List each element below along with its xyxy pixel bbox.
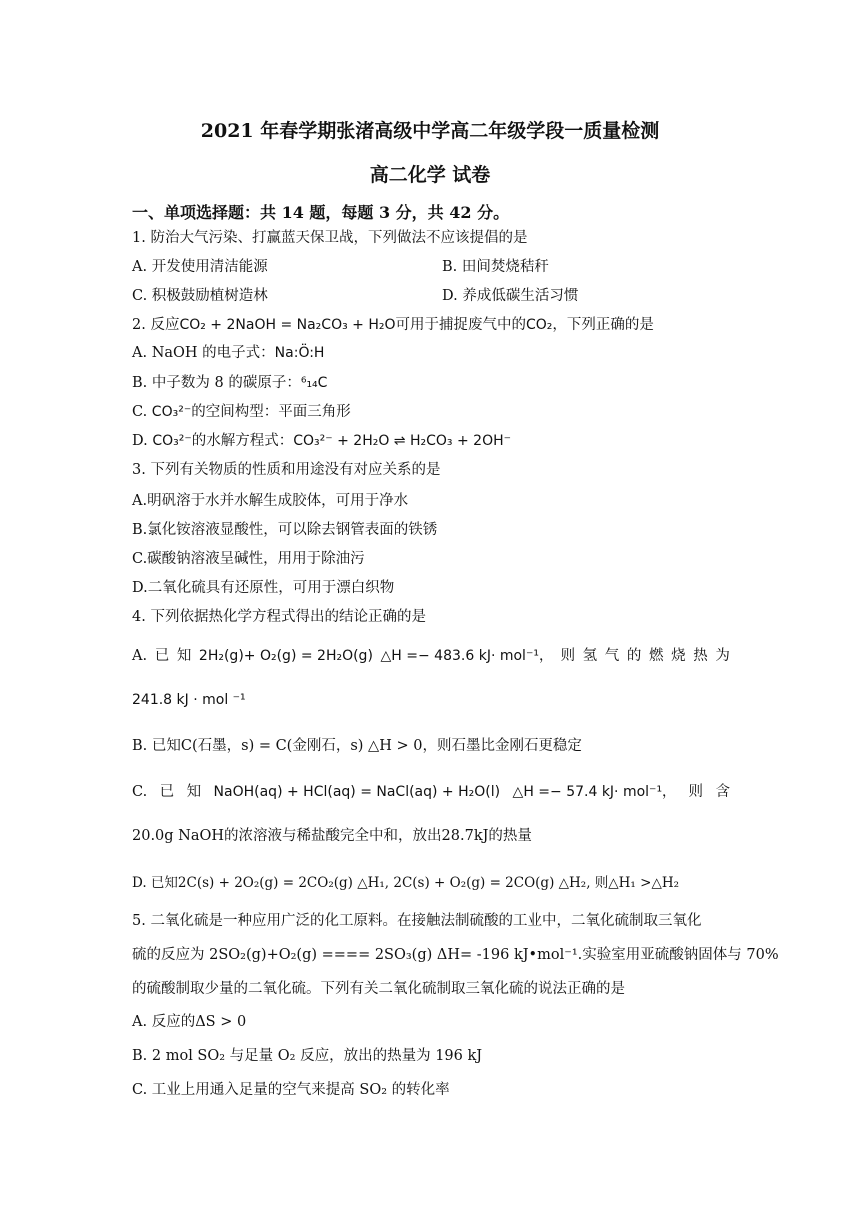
q2-option-b [132,373,327,393]
hydrolysis-equation: CO₃²⁻ + 2H₂O ⇌ H₂CO₃ + 2OH⁻ [293,433,512,449]
q2-a-text: A. NaOH 的电子式： [132,345,275,361]
q5-option-b: B. 2 mol SO₂ 与足量 O₂ 反应，放出的热量为 196 kJ [132,1048,483,1064]
carbon-isotope: ⁶₁₄C [300,375,328,391]
q3-option-b: B.氯化铵溶液显酸性，可以除去钢管表面的铁锈 [132,522,438,538]
q5-line-2: 硫的反应为 2SO₂(g)+O₂(g) ==== 2SO₃(g) ΔH= -196 kJ•mol⁻¹.实验室用亚硫酸钠固体与 70% [132,947,779,963]
q4-c-part: C. [132,784,148,800]
q1-option-b: B. 田间焚烧秸秆 [442,259,549,275]
q4-option-d: D. 已知2C(s) + 2O₂(g) = 2CO₂(g) △H₁, 2C(s) + O₂(g) = 2CO(g) △H₂, 则△H₁ >△H₂ [132,875,680,891]
q3-option-d: D.二氧化硫具有还原性，可用于漂白织物 [132,580,395,596]
q1-stem: 1. 防治大气污染、打赢蓝天保卫战，下列做法不应该提倡的是 [132,230,528,246]
q4-a-part: 燃 [649,648,664,664]
q4-a-part: 热 [693,648,708,664]
q3-option-a: A.明矾溶于水并水解生成胶体，可用于净水 [132,493,409,509]
q4-option-b: B. 已知C(石墨，s) = C(金刚石，s) △H > 0，则石墨比金刚石更稳定 [132,738,582,754]
q5-line-1: 5. 二氧化硫是一种应用广泛的化工原料。在接触法制硫酸的工业中，二氧化硫制取三氧化 [132,913,702,929]
q4-c-part: 含 [715,784,730,800]
q3-stem: 3. 下列有关物质的性质和用途没有对应关系的是 [132,462,441,478]
q4-a-part: 氢 [582,648,598,664]
q4-c-part: 则 [688,784,704,800]
q4-a-continuation: 241.8 kJ · mol ⁻¹ [132,692,246,708]
q1-option-d: D. 养成低碳生活习惯 [442,288,579,304]
q4-a-part: 为 [715,648,730,664]
q4-c-equation: NaOH(aq) + HCl(aq) = NaCl(aq) + H₂O(l) [213,784,501,800]
q4-a-part: 气 [604,648,620,664]
carbonate-formula: CO₃²⁻ [152,433,192,449]
q4-c-continuation: 20.0g NaOH的浓溶液与稀盐酸完全中和，放出28.7kJ的热量 [132,828,532,844]
q5-option-c: C. 工业上用通入足量的空气来提高 SO₂ 的转化率 [132,1082,450,1098]
q4-a-equation: 2H₂(g)+ O₂(g) = 2H₂O(g) [198,648,373,664]
q4-option-c [132,782,730,802]
q2-prefix: 2. 反应 [132,317,180,333]
lewis-structure: Na:Ö:H [274,345,325,361]
q5-line-3: 的硫酸制取少量的二氧化硫。下列有关二氧化硫制取三氧化硫的说法正确的是 [132,981,625,997]
q4-stem: 4. 下列依据热化学方程式得出的结论正确的是 [132,609,426,625]
q2-suffix: ，下列正确的是 [552,317,654,333]
section-heading: 一、单项选择题：共 14 题，每题 3 分，共 42 分。 [132,203,510,222]
q1-option-c: C. 积极鼓励植树造林 [132,288,268,304]
q4-a-enthalpy: △H =− 483.6 kJ· mol⁻¹， [380,648,553,664]
q2-co2: CO₂ [526,317,553,333]
q2-c-label: C. [132,404,148,420]
q2-c-text: 的空间构型：平面三角形 [191,404,351,420]
q4-c-part: 知 [186,784,202,800]
q2-b-text: B. 中子数为 8 的碳原子： [132,375,301,391]
q2-option-c [132,402,351,422]
q4-c-enthalpy: △H =− 57.4 kJ· mol⁻¹， [512,784,677,800]
q4-a-part: 知 [176,648,192,664]
q4-a-part: A. [132,648,148,664]
q3-option-c: C.碳酸钠溶液呈碱性，用用于除油污 [132,551,365,567]
q4-a-part: 已 [154,648,170,664]
q4-a-part: 的 [626,648,642,664]
q4-a-part: 烧 [671,648,686,664]
q2-stem [132,315,654,335]
q1-option-a: A. 开发使用清洁能源 [132,259,268,275]
carbonate-formula: CO₃²⁻ [151,404,192,420]
exam-title: 2021 年春学期张渚高级中学高二年级学段一质量检测 [200,120,660,142]
q4-a-part: 则 [560,648,576,664]
q2-d-label: D. [132,433,148,449]
q2-equation: CO₂ + 2NaOH = Na₂CO₃ + H₂O [179,317,396,333]
q4-option-a [132,646,730,666]
exam-subtitle: 高二化学 试卷 [369,164,491,186]
q4-c-part: 已 [159,784,175,800]
q2-option-d [132,431,511,451]
q2-d-text: 的水解方程式： [191,433,294,449]
q2-mid: 可用于捕捉废气中的 [395,317,526,333]
q2-option-a [132,343,324,363]
q5-option-a: A. 反应的ΔS > 0 [132,1014,247,1030]
